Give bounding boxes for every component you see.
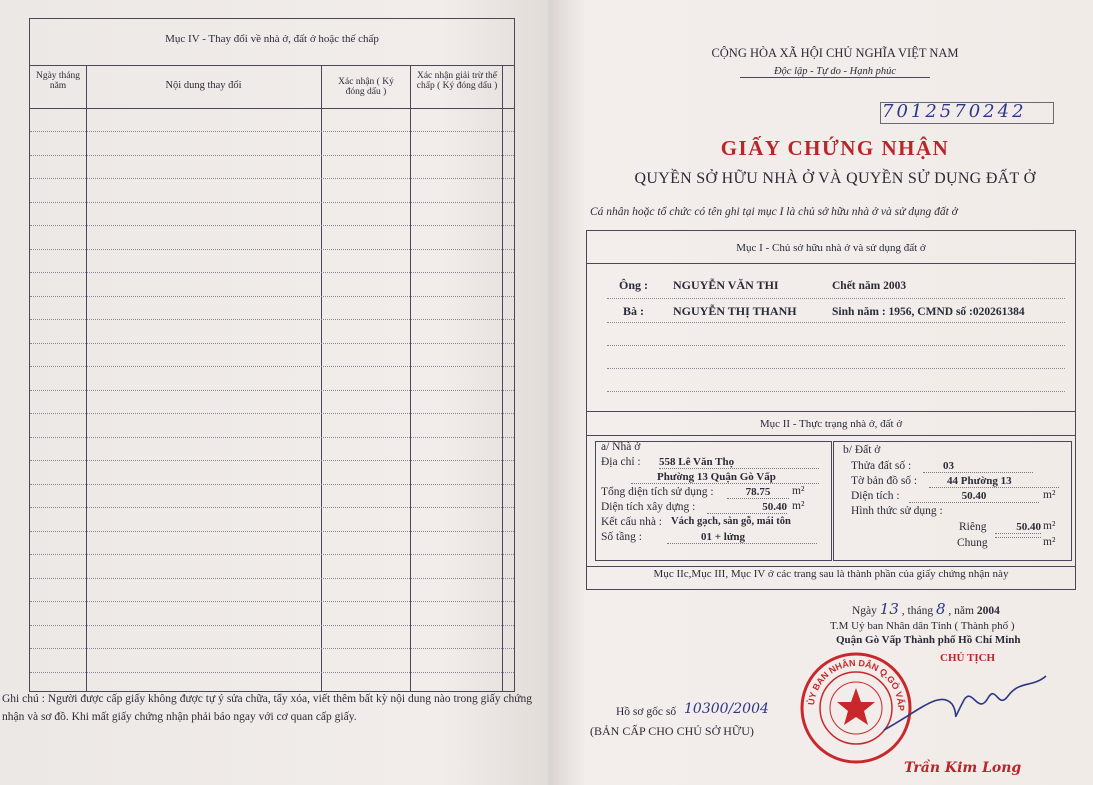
private-area: 50.40: [995, 521, 1041, 534]
section-ii-title: Mục II - Thực trạng nhà ở, đất ở: [759, 418, 903, 430]
motto: Độc lập - Tự do - Hạnh phúc: [740, 66, 930, 78]
svg-text:ỦY BAN NHÂN DÂN Q.GÒ VẤP: ỦY BAN NHÂN DÂN Q.GÒ VẤP: [806, 657, 907, 711]
table-row-line: [30, 366, 514, 367]
document-title: GIẤY CHỨNG NHẬN: [720, 136, 950, 160]
table-row-line: [30, 178, 514, 179]
authority-line1: T.M Uỷ ban Nhân dân Tỉnh ( Thành phố ): [830, 620, 1015, 632]
table-row-line: [30, 155, 514, 156]
map-sheet: 44 Phường 13: [929, 475, 1059, 488]
table-row-line: [30, 460, 514, 461]
table-row-line: [30, 672, 514, 673]
table-row-line: [30, 390, 514, 391]
house-address-2: Phường 13 Quận Gò Vấp: [631, 471, 819, 484]
col-content: Nội dung thay đổi: [165, 80, 242, 91]
total-area: 78.75: [727, 486, 789, 499]
section-iv-title: Mục IV - Thay đổi về nhà ở, đất ở hoặc thế chấp: [165, 33, 379, 45]
built-area: 50.40: [707, 501, 787, 514]
col-date: Ngày tháng năm: [35, 71, 81, 91]
table-row-line: [30, 131, 514, 132]
owner2-name: NGUYỄN THỊ THANH: [673, 304, 797, 318]
table-row-line: [30, 225, 514, 226]
table-row-line: [30, 249, 514, 250]
table-row-line: [30, 296, 514, 297]
table-row-line: [30, 484, 514, 485]
table-row-line: [30, 625, 514, 626]
table-row-line: [30, 413, 514, 414]
col-release: Xác nhận giải trừ thế chấp ( Ký đóng dấu ): [416, 71, 498, 91]
structure: Vách gạch, sàn gỗ, mái tôn: [671, 516, 791, 527]
table-row-line: [30, 648, 514, 649]
owner2-note: Sinh năm : 1956, CMND số :020261384: [832, 306, 1025, 318]
signature: [880, 670, 1050, 740]
serial-number: 7012570242: [882, 101, 1027, 122]
table-row-line: [30, 202, 514, 203]
footer-note: Mục IIc,Mục III, Mục IV ở các trang sau là thành phần của giấy chứng nhận này: [653, 568, 1009, 580]
authority-line2: Quận Gò Vấp Thành phố Hồ Chí Minh: [836, 634, 1021, 646]
floors: 01 + lửng: [667, 531, 817, 544]
col-confirm: Xác nhận ( Ký đóng dấu ): [338, 77, 394, 97]
table-row-line: [30, 343, 514, 344]
note-text: Ghi chú : Người được cấp giấy không được tự ý sửa chữa, tẩy xóa, viết thêm bất kỳ nội dung nào trong giấy chứng nhận và sơ đồ. Khi mất giấy chứng nhận phải báo ngay với cơ quan cấp giấy.: [2, 693, 532, 723]
table-row-line: [30, 554, 514, 555]
national-title: CỘNG HÒA XÃ HỘI CHỦ NGHĨA VIỆT NAM: [711, 46, 959, 60]
document-subtitle: QUYỀN SỞ HỮU NHÀ Ở VÀ QUYỀN SỬ DỤNG ĐẤT Ở: [634, 170, 1036, 187]
table-row-line: [30, 272, 514, 273]
changes-table: [29, 18, 515, 692]
file-number: 10300/2004: [684, 701, 769, 717]
table-row-line: [30, 507, 514, 508]
intro-text: Cá nhân hoặc tổ chức có tên ghi tại mục I là chủ sở hữu nhà ở và sử dụng đất ở: [590, 206, 958, 218]
signer-name: Trần Kim Long: [904, 760, 1022, 776]
owner1-note: Chết năm 2003: [832, 280, 907, 292]
table-row-line: [30, 437, 514, 438]
section-i-title: Mục I - Chủ sở hữu nhà ở và sử dụng đất ở: [736, 242, 926, 254]
table-row-line: [30, 319, 514, 320]
file-label: Hồ sơ gốc số: [616, 706, 677, 718]
copy-note: (BẢN CẤP CHO CHỦ SỞ HỮU): [590, 724, 754, 738]
section-i-ii-box: Mục I - Chủ sở hữu nhà ở và sử dụng đất ở Ông : NGUYỄN VĂN THI Chết năm 2003 Bà : NGUYỄN THỊ THANH Sinh năm : 1956, CMND số :020261384 Mục II - Thực trạng nhà ở, đất ở a/ Nhà ở Địa chỉ : 558 Lê Văn Thọ Phường 13 Quận Gò Vấp Tổng diện tích sử dụng : 78.75 m² Diện tích xây dựng : 50.40 m² Kết cấu nhà : Vách gạch, sàn gỗ, mái tôn Số tầng : 01 + lửng b/ Đất ở Thửa đất số : 03 Tờ bản đồ số : 44 Phường 13 Diện tích : 50.40 m² Hình thức sử dụng : Riêng 50.40 m² Chung m² Mục IIc,Mục III, Mục IV ở các trang sau là thành phần của giấy chứng nhận này: [586, 230, 1076, 590]
chairman-title: CHỦ TỊCH: [940, 652, 996, 664]
table-row-line: [30, 578, 514, 579]
parcel-number: 03: [923, 460, 1033, 473]
issue-date: Ngày 13 , tháng 8 , năm 2004: [852, 600, 1000, 618]
house-address-1: 558 Lê Văn Thọ: [659, 456, 819, 469]
land-area: 50.40: [909, 490, 1039, 503]
table-row-line: [30, 601, 514, 602]
table-row-line: [30, 531, 514, 532]
owner1-name: NGUYỄN VĂN THI: [673, 278, 779, 292]
